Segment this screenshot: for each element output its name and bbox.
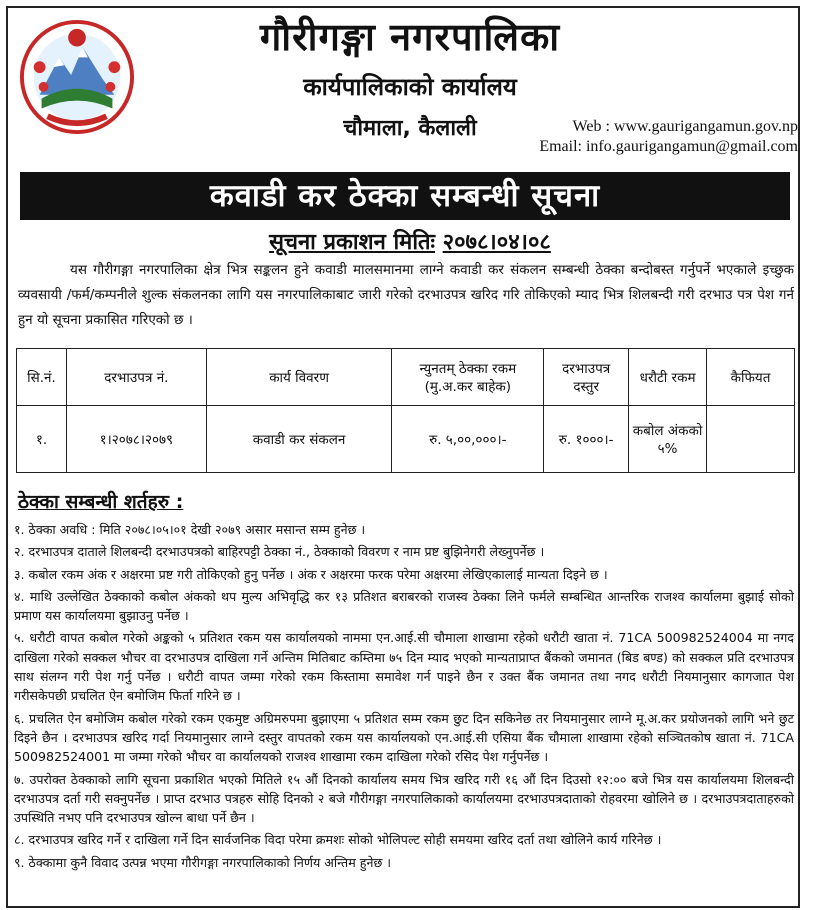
col-header-remarks: कैफियत: [707, 349, 795, 406]
condition-item: २. दरभाउपत्र दाताले शिलबन्दी दरभाउपत्रको बाहिरपट्टी ठेक्का नं., ठेक्काको विवरण र नाम प्रष्ट बुझिनेगरी लेख्नुपर्नेछ ।: [14, 544, 545, 560]
col-header-work: कार्य विवरण: [206, 349, 392, 406]
condition-item: ५. धरौटी वापत कबोल गरेको अङ्कको ५ प्रतिशत रकम यस कार्यालयको नाममा एन.आई.सी चौमाला शाखामा रहेको धरौटी खाता नं. 71CA 500982524004 मा नगद दाखिला गरेको सक्कल भौचर वा दरभाउपत्र दाखिला गर्ने अन्तिम मितिबाट कम्तिमा ७५ दिन म्याद भएको मान्यताप्राप्त बैंकको जमानत (बिड बण्ड) को सक्कल प्रति दरभाउपत्र साथ संलग्न गरी पेश गर्नु पर्नेछ । धरौटी वापत जम्मा गरेको रकम किस्तामा समावेश गर्न पाइने छैन र उक्त बैंक जमानत तथा नगद धरौटी नियमानुसार कागजात पेश गरीसकेपछी प्रचलित ऐन बमोजिम फिर्ता गरिने छ ।: [14, 630, 794, 704]
condition-item: ३. कबोल रकम अंक र अक्षरमा प्रष्ट गरी तोकिएको हुनु पर्नेछ । अंक र अक्षरमा फरक परेमा अक्षरमा लेखिएकालाई मान्यता दिइने छ ।: [14, 566, 608, 582]
col-header-deposit: धरौटी रकम: [629, 349, 707, 406]
tender-table: [16, 348, 795, 473]
intro-paragraph: यस गौरीगङ्गा नगरपालिका क्षेत्र भित्र सङ्कलन हुने कवाडी मालसमानमा लाग्ने कवाडी कर संकलन सम्बन्धी ठेक्का बन्दोबस्त गर्नुपर्ने भएकाले इच्छुक व्यवसायी /फर्म/कम्पनीले शुल्क संकलनका लागि यस नगरपालिकाबाट जारी गरेको दरभाउपत्र खरिद गरि तोकिएको म्याद भित्र शिलबन्दी गरी दरभाउ पत्र पेश गर्न हुन यो सूचना प्रकासित गरिएको छ ।: [18, 262, 794, 328]
condition-item: ९. ठेक्कामा कुनै विवाद उत्पन्न भएमा गौरीगङ्गा नगरपालिकाको निर्णय अन्तिम हुनेछ ।: [14, 854, 392, 870]
condition-item: ६. प्रचलित ऐन बमोजिम कबोल गरेको रकम एकमुष्ट अग्रिमरुपमा बुझाएमा ५ प्रतिशत सम्म रकम छुट दिन सकिनेछ तर नियमानुसार लाग्ने मू.अ.कर प्रयोजनको लागि भने छुट दिइने छैन । दरभाउपत्र खरिद गर्दा नियमानुसार लाग्ने दस्तुर वापतको रकम यस कार्यालयको एन.आई.सी एसिया बैंक चौमाला शाखामा रहेको सञ्चितकोष खाता नं. 71CA 500982524001 मा जम्मा गरेको भौचर वा कार्यालयको राजश्व शाखामा रकम दाखिला गरेको रसिद पेश गर्नुपर्नेछ ।: [14, 710, 794, 765]
nepal-emblem-logo: [18, 18, 136, 136]
col-header-bid-no: दरभाउपत्र नं.: [66, 349, 206, 406]
conditions-title: ठेक्का सम्बन्धी शर्तहरु :: [18, 491, 184, 513]
table-row: [17, 406, 795, 473]
cell-deposit: कबोल अंकको ५%: [629, 406, 707, 473]
condition-item: ८. दरभाउपत्र खरिद गर्ने र दाखिला गर्ने दिन सार्वजनिक विदा परेमा क्रमशः सोको भोलिपल्ट सोही समयमा खरिद दर्ता तथा खोलिने कार्य गरिनेछ ।: [14, 832, 662, 848]
condition-item: ७. उपरोक्त ठेक्काको लागि सूचना प्रकाशित भएको मितिले १५ औं दिनको कार्यालय समय भित्र खरिद गरी १६ औं दिन दिउसो १२:०० बजे भित्र यस कार्यालयमा शिलबन्दी दरभाउपत्र दर्ता गरी सक्नुपर्नेछ । प्राप्त दरभाउ पत्रहरु सोहि दिनको २ बजे गौरीगङ्गा नगरपालिकाको कार्यालयमा दरभाउपत्रदाताको रोहवरमा खोलिने छ । दरभाउपत्रदाताहरुको उपस्थिति नभए पनि दरभाउपत्र खोल्न बाधा पर्ने छैन ।: [14, 771, 794, 826]
cell-remarks: [707, 406, 795, 473]
office-subtitle: कार्यपालिकाको कार्यालय: [303, 73, 517, 101]
col-header-min-amount: न्युनतम् ठेक्का रकम (मु.अ.कर बाहेक): [392, 349, 544, 406]
cell-work: कवाडी कर संकलन: [206, 406, 392, 473]
notice-heading: कवाडी कर ठेक्का सम्बन्धी सूचना: [20, 172, 790, 220]
office-location: चौमाला, कैलाली: [343, 116, 477, 141]
condition-item: १. ठेक्का अवधि : मिति २०७८।०५।०१ देखी २०७९ असार मसान्त सम्म हुनेछ ।: [14, 522, 366, 537]
table-header-row: [17, 349, 795, 406]
condition-item: ४. माथि उल्लेखित ठेक्काको कबोल अंकको थप मुल्य अभिवृद्धि कर १३ प्रतिशत बराबरको राजस्व ठेक्का लिने फर्मले सम्बन्धित आन्तरिक राजश्व कार्यालमा बुझाई सोको प्रमाण यस कार्यालयमा बुझाउनु पर्नेछ ।: [14, 588, 794, 624]
email-link[interactable]: Email: info.gaurigangamun@gmail.com: [539, 138, 798, 155]
publication-date: [200, 226, 620, 256]
cell-min-amount: रु. ५,००,०००।-: [392, 406, 544, 473]
municipality-title: गौरीगङ्गा नगरपालिका: [259, 15, 561, 59]
publication-date-label: सूचना प्रकाशन मितिः: [269, 230, 435, 255]
cell-bid-no: १।२०७८।२०७९: [66, 406, 206, 473]
col-header-sn: सि.नं.: [17, 349, 67, 406]
cell-sn: १.: [17, 406, 67, 473]
cell-fee: रु. १०००।-: [544, 406, 629, 473]
conditions-list: [14, 520, 794, 875]
website-link[interactable]: Web : www.gaurigangamun.gov.np: [572, 118, 798, 135]
col-header-fee: दरभाउपत्र दस्तुर: [544, 349, 629, 406]
publication-date-value: २०७८।०४।०८: [442, 230, 551, 255]
